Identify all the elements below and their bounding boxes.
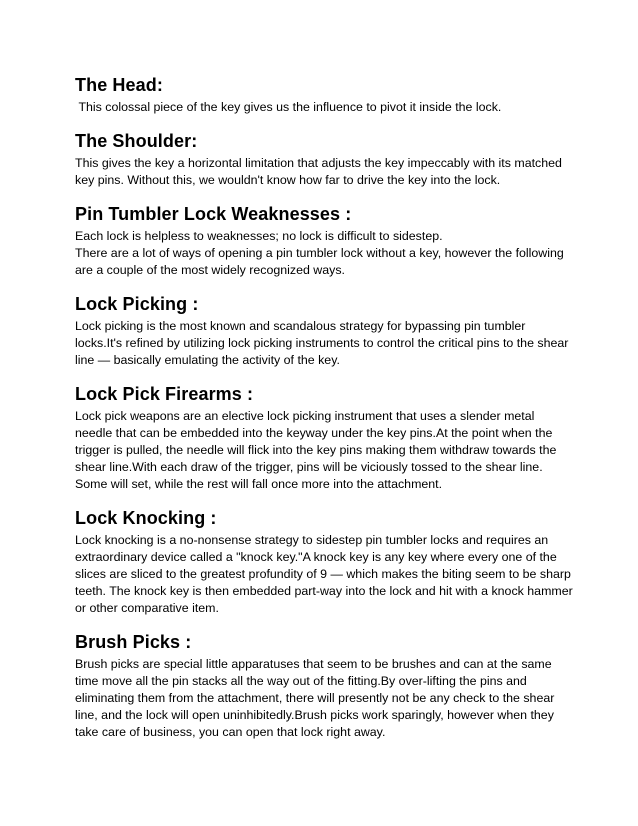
section-paragraph: Lock knocking is a no-nonsense strategy to sidestep pin tumbler locks and requires an extraordinary device called a "knock key."A knock key is any key where every one of the slices are sliced to the greatest profundity of 9 — which makes the biting seem to be sharp teeth. The knock key is then embedded part-way into the lock and hit with a knock hammer or other comparative item.: [75, 533, 573, 615]
section-lock-knocking: [75, 507, 575, 617]
section-paragraph: There are a lot of ways of opening a pin tumbler lock without a key, however the following are a couple of the most widely recognized ways.: [75, 246, 564, 277]
section-brush-picks: [75, 631, 575, 741]
section-heading: Pin Tumbler Lock Weaknesses :: [75, 204, 352, 224]
section-lock-pick-firearms: [75, 383, 575, 493]
section-paragraph: Each lock is helpless to weaknesses; no lock is difficult to sidestep.: [75, 229, 443, 243]
section-heading: Lock Pick Firearms :: [75, 384, 254, 404]
section-heading: Lock Picking :: [75, 294, 199, 314]
section-paragraph: This colossal piece of the key gives us the influence to pivot it inside the lock.: [75, 100, 502, 114]
section-paragraph: Lock picking is the most known and scandalous strategy for bypassing pin tumbler locks.It's refined by utilizing lock picking instruments to control the critical pins to the shear line — basically emulating the activity of the key.: [75, 319, 569, 367]
section-heading: Lock Knocking :: [75, 508, 217, 528]
section-paragraph: Brush picks are special little apparatuses that seem to be brushes and can at the same time move all the pin stacks all the way out of the fitting.By over-lifting the pins and eliminating them from the attachment, there will presently not be any check to the shear line, and the lock will open uninhibitedly.Brush picks work sparingly, however when they take care of business, you can open that lock right away.: [75, 657, 555, 739]
section-the-head: [75, 74, 575, 116]
document-content: [75, 74, 575, 741]
section-paragraph: This gives the key a horizontal limitation that adjusts the key impeccably with its matched key pins. Without this, we wouldn't know how far to drive the key into the lock.: [75, 156, 562, 187]
section-heading: The Head:: [75, 75, 163, 95]
section-paragraph: Lock pick weapons are an elective lock picking instrument that uses a slender metal needle that can be embedded into the keyway under the key pins.At the point when the trigger is pulled, the needle will flick into the key pins making them withdraw towards the shear line.With each draw of the trigger, pins will be viciously tossed to the shear line. Some will set, while the rest will fall once more into the attachment.: [75, 409, 557, 491]
section-heading: Brush Picks :: [75, 632, 192, 652]
section-lock-picking: [75, 293, 575, 369]
section-the-shoulder: [75, 130, 575, 189]
section-pin-tumbler-weaknesses: [75, 203, 575, 279]
section-heading: The Shoulder:: [75, 131, 198, 151]
